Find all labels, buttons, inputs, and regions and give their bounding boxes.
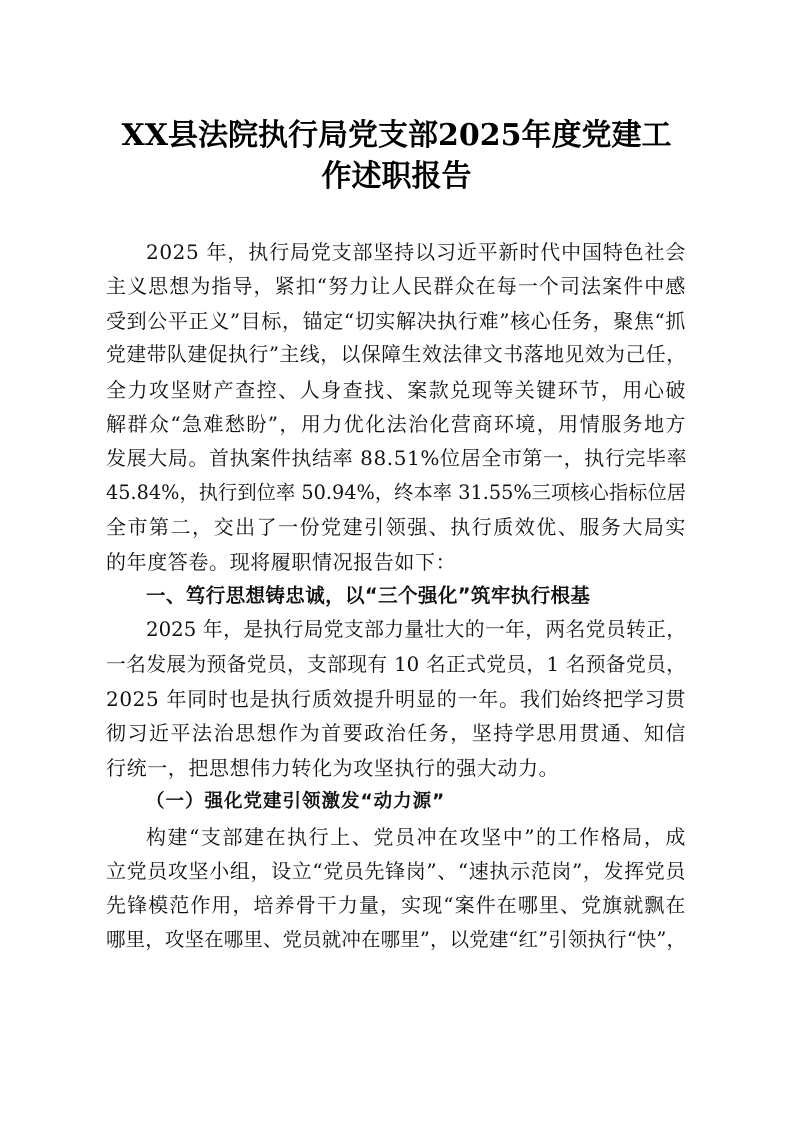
body-text-line: 45.84%，执行到位率 50.94%，终本率 31.55%三项核心指标位居: [106, 480, 686, 504]
body-text-line: 解群众“急难愁盼”，用力优化法治化营商环境，用情服务地方: [106, 411, 686, 436]
body-text-line: 党建带队建促执行”主线，以保障生效法律文书落地见效为己任，: [106, 343, 686, 367]
body-text-line: 行统一，把思想伟力转化为攻坚执行的强大动力。: [106, 755, 560, 780]
body-text-line: 全市第二，交出了一份党建引领强、执行质效优、服务大局实: [106, 515, 686, 540]
subsection-heading: （一）强化党建引领激发“动力源”: [146, 791, 446, 813]
body-text-line: 立党员攻坚小组，设立“党员先锋岗”、“速执示范岗”，发挥党员: [106, 859, 686, 884]
body-text-line: 2025 年，执行局党支部坚持以习近平新时代中国特色社会: [146, 240, 686, 264]
body-text-line: 发展大局。首执案件执结率 88.51%位居全市第一，执行完毕率: [106, 446, 688, 471]
body-text-line: 一名发展为预备党员，支部现有 10 名正式党员，1 名预备党员，: [106, 652, 686, 676]
document-title-line-2: 作述职报告: [321, 159, 472, 194]
body-text-line: 全力攻坚财产查控、人身查找、案款兑现等关键环节，用心破: [106, 377, 686, 402]
body-text-line: 哪里，攻坚在哪里、党员就冲在哪里”，以党建“红”引领执行“快”，: [106, 927, 686, 951]
body-text-line: 2025 年，是执行局党支部力量壮大的一年，两名党员转正，: [146, 618, 686, 642]
body-text-line: 先锋模范作用，培养骨干力量，实现“案件在哪里、党旗就飘在: [106, 893, 686, 918]
document-title-line-1: XX县法院执行局党支部2025年度党建工: [121, 118, 672, 153]
body-text-line: 的年度答卷。现将履职情况报告如下：: [106, 549, 457, 574]
body-text-line: 2025 年同时也是执行质效提升明显的一年。我们始终把学习贯: [106, 687, 686, 712]
body-text-line: 彻习近平法治思想作为首要政治任务，坚持学思用贯通、知信: [106, 721, 686, 746]
body-text-line: 主义思想为指导，紧扣“努力让人民群众在每一个司法案件中感: [106, 274, 686, 299]
body-text-line: 构建“支部建在执行上、党员冲在攻坚中”的工作格局，成: [146, 824, 686, 849]
body-text-line: 受到公平正义”目标，锚定“切实解决执行难”核心任务，聚焦“抓: [106, 308, 686, 333]
section-heading: 一、笃行思想铸忠诚，以“三个强化”筑牢执行根基: [146, 583, 591, 607]
document-body: [106, 235, 686, 957]
